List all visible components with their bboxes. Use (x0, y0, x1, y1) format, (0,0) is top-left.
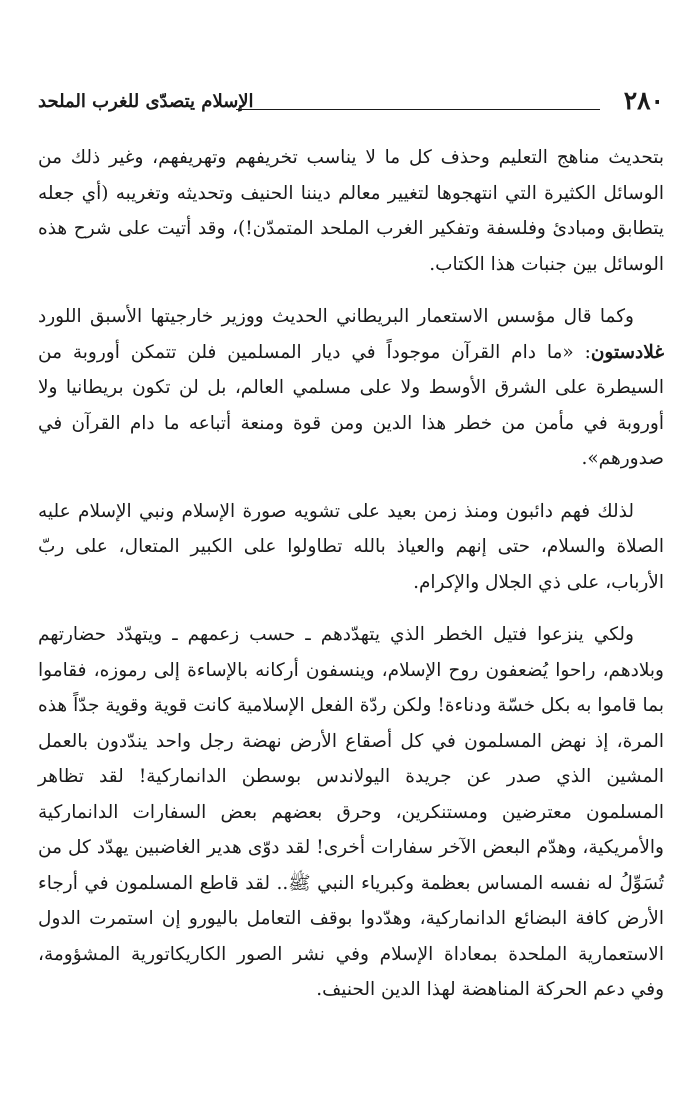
body-text (38, 140, 664, 1025)
paragraph-4: ولكي ينزعوا فتيل الخطر الذي يتهدّدهم ـ حسب زعمهم ـ ويتهدّد حضارتهم وبلادهم، راحوا يُضعفون روح الإسلام، وينسفون أركانه بالإساءة إلى رموزه، فقاموا بما قاموا به بكل خسّة ودناءة! ولكن ردّة الفعل الإسلامية كانت قوية وقوية جدّاً هذه المرة، إذ نهض المسلمون في كل أصقاع الأرض نهضة رجل واحد يندّدون بالعمل المشين الذي صدر عن جريدة اليولاندس بوسطن الدانماركية! لقد تظاهر المسلمون معترضين ومستنكرين، وحرق بعضهم بعض السفارات الدانماركية والأمريكية، وهدّم البعض الآخر سفارات أخرى! لقد دوّى هدير الغاضبين يهدّد كل من تُسَوِّلُ له نفسه المساس بعظمة وكبرياء النبي ﷺ.. لقد قاطع المسلمون في أرجاء الأرض كافة البضائع الدانماركية، وهدّدوا بوقف التعامل باليورو إن استمرت الدول الاستعمارية الملحدة بمعاداة الإسلام وفي نشر الصور الكاريكاتورية المشؤومة، وفي دعم الحركة المناهضة لهذا الدين الحنيف. (38, 624, 664, 1000)
header-rule (236, 109, 600, 110)
paragraph-2-quote: : «ما دام القرآن موجوداً في ديار المسلمين فلن تتمكن أوروبة من السيطرة على الشرق الأوسط ولا على مسلمي العالم، بل لن تكون بريطانيا ولا أوروبة في مأمن من خطر هذا الدين ومن قوة ومنعة أتباعه ما دام القرآن في صدورهم». (38, 341, 664, 469)
paragraph-3: لذلك فهم دائبون ومنذ زمن بعيد على تشويه صورة الإسلام ونبي الإسلام عليه الصلاة والسلام، حتى إنهم والعياذ بالله تطاولوا على الكبير المتعال، على ربّ الأرباب، على ذي الجلال والإكرام. (38, 500, 664, 593)
paragraph-2-intro: وكما قال مؤسس الاستعمار البريطاني الحديث ووزير خارجيتها الأسبق اللورد (38, 306, 634, 327)
page-number: ٢٨٠ (623, 86, 664, 115)
gladstone-name: غلادستون (590, 341, 664, 363)
running-title: الإسلام يتصدّى للغرب الملحد (38, 91, 254, 112)
paragraph-2 (38, 299, 664, 477)
page-header (38, 86, 664, 120)
paragraph-1: بتحديث مناهج التعليم وحذف كل ما لا يناسب تخريفهم وتهريفهم، وغير ذلك من الوسائل الكثيرة التي انتهجوها لتغيير معالم ديننا الحنيف وتحديثه وتغريبه (أي جعله يتطابق ومبادئ وفلسفة وتفكير الغرب الملحد المتمدّن!)، وقد أتيت على شرح هذه الوسائل بين جنبات هذا الكتاب. (38, 147, 664, 275)
